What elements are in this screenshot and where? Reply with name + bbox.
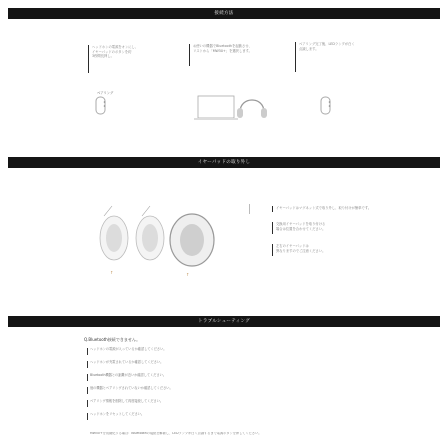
- pairing-step-2: [189, 44, 269, 66]
- troubleshooting-item: 他の機器とペアリングされていないか確認してください。: [90, 387, 173, 395]
- step-1-line-2: イヤーパッドのボタンを約: [92, 49, 132, 54]
- earpad-note-1: [272, 206, 412, 212]
- step-2-line-1: お使いの機器でBluetoothを起動させ、: [193, 44, 252, 48]
- headphone-led-icon: [320, 96, 332, 116]
- pairing-label: ペアリング: [97, 91, 114, 95]
- pairing-step-3: [295, 42, 367, 72]
- troubleshooting-item: MW50+を初期化する場合：Bluetoothの接続を解除し、LEDランプが白く点滅するまで電源ボタンを押してください。: [90, 432, 261, 440]
- earpad-note-1-line-1: イヤーパッドはマグネット式で取り外し、取り付けが簡単です。: [276, 206, 372, 210]
- earpad-note-3: [272, 244, 382, 256]
- earpad-section-title: イヤーパッドの取り外し: [197, 160, 251, 165]
- pairing-section-title: 接続方法: [214, 11, 234, 16]
- earpad-section-header: [8, 157, 440, 168]
- pairing-step-1: [88, 45, 166, 73]
- step-2-line-2: リストから「MW50+」を選択します。: [193, 48, 252, 53]
- earpad-note-3-line-1: 左右のイヤーパッドは: [276, 244, 309, 248]
- headphone-button-icon: [95, 96, 107, 116]
- earpad-note-2: [272, 222, 382, 234]
- troubleshooting-section-header: [8, 316, 440, 327]
- troubleshooting-question: Q.Bluetooth接続できません。: [84, 337, 141, 342]
- laptop-headphone-illustration: [192, 88, 272, 126]
- troubleshooting-item: ヘッドホンをリセットしてください。: [90, 413, 144, 421]
- earpad-note-2-line-1: 交換用イヤーパッドを取り付ける: [276, 222, 326, 226]
- step-1-line-1: ヘッドホンの電源をオンにし、: [92, 45, 139, 49]
- step-1-line-3: 3秒間長押し。: [92, 54, 114, 59]
- pairing-section-header: [8, 8, 440, 19]
- troubleshooting-item: ヘッドホンの電源が入っているか確認してください。: [90, 348, 167, 356]
- troubleshooting-item: Bluetooth機器との距離が近いか確認してください。: [90, 374, 166, 382]
- troubleshooting-section-title: トラブルシューティング: [198, 319, 250, 324]
- svg-text:↑: ↑: [186, 272, 190, 277]
- earpad-note-divider: [249, 204, 250, 214]
- earpad-note-3-line-2: 異なりますのでご注意ください。: [276, 248, 326, 253]
- svg-text:↑: ↑: [110, 270, 114, 275]
- troubleshooting-item: ヘッドホンが充電されているか確認してください。: [90, 361, 163, 369]
- troubleshooting-item: ペアリング情報を削除して再度接続してください。: [90, 400, 163, 408]
- step-3-line-2: 点滅します。: [299, 46, 319, 51]
- earpad-illustration: [92, 200, 232, 280]
- step-3-line-1: ペアリング完了後、LEDランプが白く: [299, 42, 355, 46]
- earpad-note-2-line-2: 場合は位置を合わせてください。: [276, 226, 326, 231]
